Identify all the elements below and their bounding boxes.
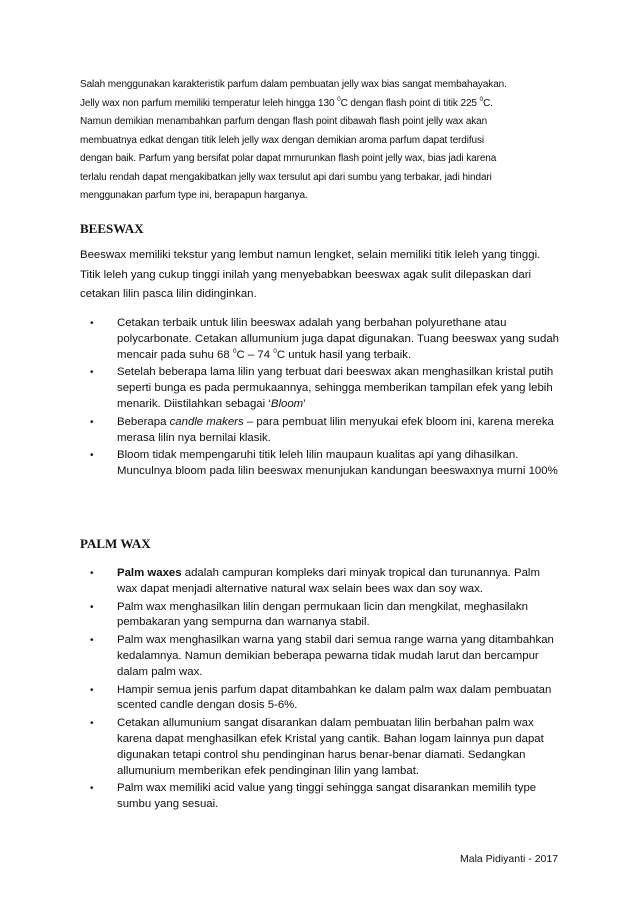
bullet-icon: • (90, 635, 94, 647)
list-item: • Cetakan allumunium sangat disarankan dalam pembuatan lilin berbahan palm wax karena dapat menghasilkan efek Kristal yang cantik. Bahan logam lainnya pun dapat digunakan tetapi control shu pendinginan harus benar-benar diamati. Sedangkan allumunium memberikan efek pendinginan lilin yang lambat. (90, 717, 544, 777)
list-item: • Palm wax memiliki acid value yang tinggi sehingga sangat disarankan memilih type sumbu yang sesuai. (90, 782, 537, 811)
palmwax-bullet-list (80, 566, 560, 815)
intro-paragraph (80, 76, 570, 206)
intro-line: membuatnya edkat dengan titik leleh jelly wax dengan demikian aroma parfum dapat terdifusi (80, 134, 485, 146)
beeswax-heading: BEESWAX (80, 221, 144, 236)
beeswax-bullet-list (80, 316, 560, 482)
beeswax-paragraph: Beeswax memiliki tekstur yang lembut namun lengket, selain memiliki titik leleh yang tinggi. Titik leleh yang cukup tinggi inilah yang menyebabkan beeswax agak sulit dilepaskan dari cetakan lilin pasca lilin didinginkan. (80, 249, 541, 300)
bullet-icon: • (90, 601, 94, 613)
list-item: • Setelah beberapa lama lilin yang terbuat dari beeswax akan menghasilkan kristal putih seperti bunga es pada permukaannya, sehingga memberikan tampilan efek yang lebih menarik. Diistilahkan sebagai ‘Bloom’ (90, 366, 554, 410)
bullet-icon: • (90, 718, 94, 730)
intro-line: Jelly wax non parfum memiliki temperatur leleh hingga 130 $^0$C dengan flash point di titik 225 $^0$C. (80, 95, 493, 109)
bullet-icon: • (90, 416, 94, 428)
list-item: • Cetakan terbaik untuk lilin beeswax adalah yang berbahan polyurethane atau polycarbonate. Cetakan allumunium juga dapat digunakan. Tuang beeswax yang sudah mencair pada suhu 68 $^0$C – 74 $^0$C untuk hasil yang terbaik. (90, 317, 560, 361)
list-item: • Beberapa candle makers – para pembuat lilin menyukai efek bloom ini, karena mereka merasa lilin nya bernilai klasik. (90, 415, 554, 444)
list-item: • Hampir semua jenis parfum dapat ditambahkan ke dalam palm wax dalam pembuatan scented candle dengan dosis 5-6%. (90, 683, 552, 712)
intro-line: terlalu rendah dapat mengakibatkan jelly wax tersulut api dari sumbu yang terbakar, jadi hindari (80, 171, 492, 183)
palmwax-heading: PALM WAX (80, 536, 151, 551)
bullet-icon: • (90, 783, 94, 795)
bullet-icon: • (90, 367, 94, 379)
intro-line: menggunakan parfum type ini, berapapun harganya. (80, 190, 308, 201)
list-item: • Palm wax menghasilkan warna yang stabil dari semua range warna yang ditambahkan kedalamnya. Namun demikian beberapa pewarna tidak mudah larut dan bercampur dalam palm wax. (90, 634, 554, 678)
bullet-icon: • (90, 684, 94, 696)
list-item: • Palm waxes adalah campuran kompleks dari minyak tropical dan turunannya. Palm wax dapat menjadi alternative natural wax selain bees wax dan soy wax. (90, 567, 540, 595)
bullet-icon: • (90, 568, 94, 579)
page-footer: Mala Pidiyanti - 2017 (460, 853, 559, 865)
intro-line: Salah menggunakan karakteristik parfum dalam pembuatan jelly wax bias sangat membahayakan. (80, 79, 507, 90)
intro-line: dengan baik. Parfum yang bersifat polar dapat mrnurunkan flash point jelly wax, bias jadi karena (80, 153, 497, 164)
list-item: • Palm wax menghasilkan lilin dengan permukaan licin dan mengkilat, meghasilakn pembakaran yang sempurna dan warnanya stabil. (90, 600, 528, 629)
bullet-icon: • (90, 450, 94, 462)
bullet-icon: • (90, 318, 94, 329)
intro-line: Namun demikian menambahkan parfum dengan flash point dibawah flash point jelly wax akan (80, 116, 488, 127)
list-item: • Bloom tidak mempengaruhi titik leleh lilin maupaun kualitas api yang dihasilkan. Munculnya bloom pada lilin beeswax menunjukan kandungan beeswaxnya murni 100% (90, 449, 558, 478)
